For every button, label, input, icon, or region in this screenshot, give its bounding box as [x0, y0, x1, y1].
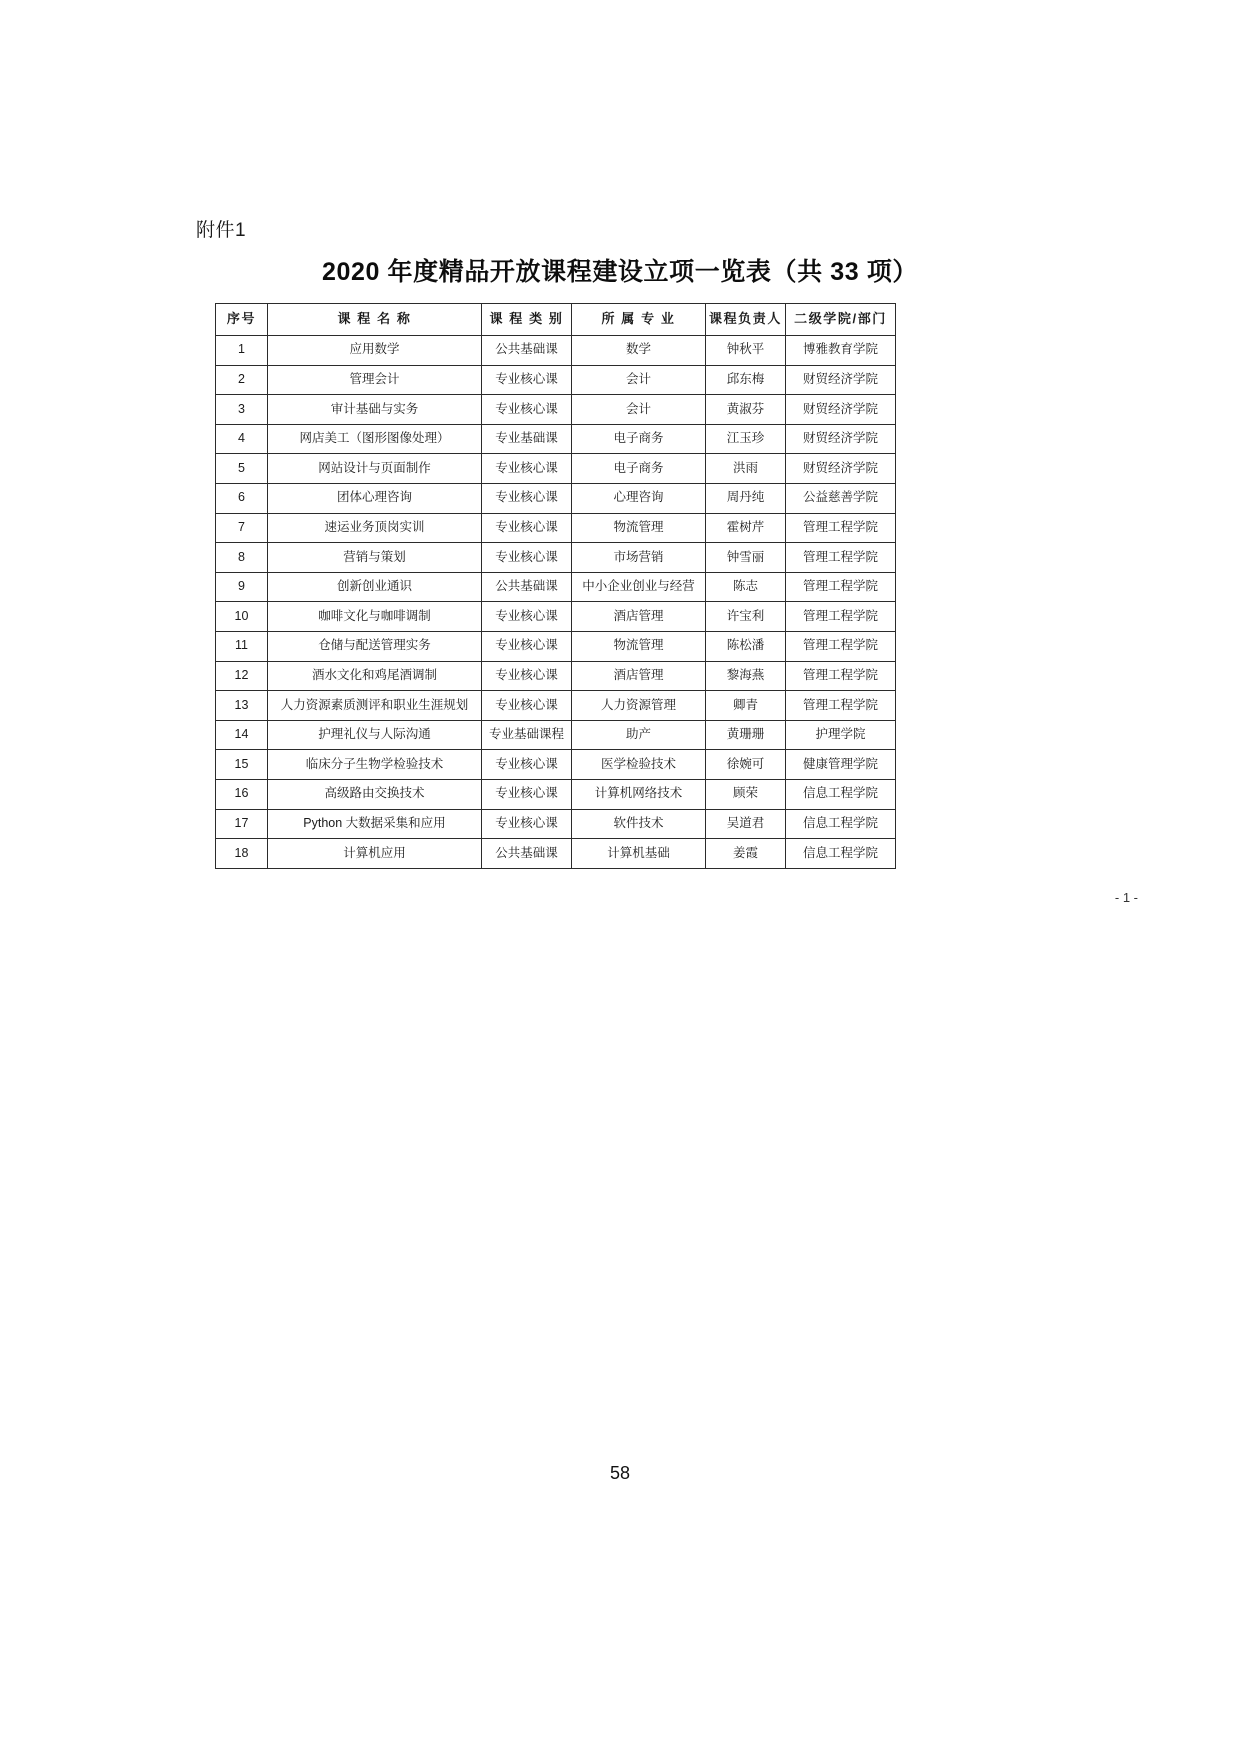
cell-major: 酒店管理 [572, 661, 706, 691]
table-row [216, 336, 896, 366]
cell-course-category: 专业核心课 [482, 454, 572, 484]
cell-college: 公益慈善学院 [786, 483, 896, 513]
cell-course-category: 专业核心课 [482, 395, 572, 425]
cell-major: 助产 [572, 720, 706, 750]
table-row [216, 720, 896, 750]
column-header-course-category: 课 程 类 别 [482, 304, 572, 336]
cell-course-category: 专业核心课 [482, 691, 572, 721]
cell-major: 酒店管理 [572, 602, 706, 632]
cell-index: 3 [216, 395, 268, 425]
table-row [216, 661, 896, 691]
cell-index: 10 [216, 602, 268, 632]
cell-course-name: 审计基础与实务 [268, 395, 482, 425]
cell-major: 电子商务 [572, 424, 706, 454]
cell-major: 医学检验技术 [572, 750, 706, 780]
cell-index: 15 [216, 750, 268, 780]
cell-college: 管理工程学院 [786, 513, 896, 543]
cell-college: 管理工程学院 [786, 572, 896, 602]
cell-index: 14 [216, 720, 268, 750]
cell-index: 12 [216, 661, 268, 691]
cell-college: 信息工程学院 [786, 779, 896, 809]
table-row [216, 395, 896, 425]
cell-index: 6 [216, 483, 268, 513]
cell-college: 财贸经济学院 [786, 365, 896, 395]
cell-college: 管理工程学院 [786, 661, 896, 691]
cell-college: 信息工程学院 [786, 839, 896, 869]
cell-index: 9 [216, 572, 268, 602]
cell-index: 4 [216, 424, 268, 454]
cell-course-name: 临床分子生物学检验技术 [268, 750, 482, 780]
cell-college: 健康管理学院 [786, 750, 896, 780]
cell-course-name: 速运业务顶岗实训 [268, 513, 482, 543]
column-header-major: 所 属 专 业 [572, 304, 706, 336]
cell-course-category: 专业核心课 [482, 631, 572, 661]
footer-page-mark: - 1 - [1114, 890, 1138, 905]
cell-course-category: 专业基础课程 [482, 720, 572, 750]
table-row [216, 454, 896, 484]
cell-owner: 钟秋平 [706, 336, 786, 366]
cell-course-category: 专业核心课 [482, 365, 572, 395]
cell-owner: 钟雪丽 [706, 543, 786, 573]
cell-major: 会计 [572, 395, 706, 425]
cell-course-category: 专业核心课 [482, 779, 572, 809]
table-row [216, 839, 896, 869]
cell-owner: 姜霞 [706, 839, 786, 869]
attachment-label: 附件1 [196, 220, 247, 241]
cell-course-name: 酒水文化和鸡尾酒调制 [268, 661, 482, 691]
cell-major: 计算机网络技术 [572, 779, 706, 809]
table-row [216, 631, 896, 661]
column-header-owner: 课程负责人 [706, 304, 786, 336]
cell-course-name: 创新创业通识 [268, 572, 482, 602]
cell-index: 5 [216, 454, 268, 484]
cell-course-category: 公共基础课 [482, 336, 572, 366]
cell-college: 管理工程学院 [786, 631, 896, 661]
cell-major: 电子商务 [572, 454, 706, 484]
column-header-course-name: 课 程 名 称 [268, 304, 482, 336]
cell-owner: 黄珊珊 [706, 720, 786, 750]
table-row [216, 424, 896, 454]
cell-owner: 陈志 [706, 572, 786, 602]
cell-college: 博雅教育学院 [786, 336, 896, 366]
cell-course-name: 团体心理咨询 [268, 483, 482, 513]
cell-course-category: 公共基础课 [482, 839, 572, 869]
cell-college: 信息工程学院 [786, 809, 896, 839]
cell-index: 17 [216, 809, 268, 839]
cell-college: 财贸经济学院 [786, 424, 896, 454]
cell-course-category: 专业核心课 [482, 543, 572, 573]
cell-index: 18 [216, 839, 268, 869]
cell-major: 中小企业创业与经营 [572, 572, 706, 602]
table-row [216, 543, 896, 573]
cell-course-name: 人力资源素质测评和职业生涯规划 [268, 691, 482, 721]
cell-course-name: 计算机应用 [268, 839, 482, 869]
cell-index: 11 [216, 631, 268, 661]
cell-major: 物流管理 [572, 513, 706, 543]
table-row [216, 483, 896, 513]
cell-index: 8 [216, 543, 268, 573]
table-row [216, 750, 896, 780]
table-row [216, 572, 896, 602]
cell-course-category: 专业核心课 [482, 750, 572, 780]
cell-course-category: 专业核心课 [482, 602, 572, 632]
cell-course-name: 营销与策划 [268, 543, 482, 573]
cell-college: 财贸经济学院 [786, 395, 896, 425]
table-row [216, 513, 896, 543]
cell-major: 软件技术 [572, 809, 706, 839]
cell-course-category: 专业基础课 [482, 424, 572, 454]
cell-course-name: 网站设计与页面制作 [268, 454, 482, 484]
cell-owner: 陈松潘 [706, 631, 786, 661]
cell-course-name: 高级路由交换技术 [268, 779, 482, 809]
table-row [216, 691, 896, 721]
cell-owner: 霍树芹 [706, 513, 786, 543]
cell-course-name: 护理礼仪与人际沟通 [268, 720, 482, 750]
table-row [216, 809, 896, 839]
column-header-college: 二级学院/部门 [786, 304, 896, 336]
cell-owner: 洪雨 [706, 454, 786, 484]
cell-course-name: 咖啡文化与咖啡调制 [268, 602, 482, 632]
cell-owner: 徐婉可 [706, 750, 786, 780]
cell-course-category: 公共基础课 [482, 572, 572, 602]
cell-owner: 黎海燕 [706, 661, 786, 691]
cell-index: 2 [216, 365, 268, 395]
table-row [216, 602, 896, 632]
cell-college: 护理学院 [786, 720, 896, 750]
table-header [216, 304, 896, 336]
cell-major: 会计 [572, 365, 706, 395]
page-title: 2020 年度精品开放课程建设立项一览表（共 33 项） [321, 258, 919, 286]
cell-college: 财贸经济学院 [786, 454, 896, 484]
cell-owner: 吴道君 [706, 809, 786, 839]
cell-major: 市场营销 [572, 543, 706, 573]
cell-course-name: 应用数学 [268, 336, 482, 366]
cell-owner: 邱东梅 [706, 365, 786, 395]
cell-college: 管理工程学院 [786, 543, 896, 573]
cell-owner: 卿青 [706, 691, 786, 721]
column-header-index: 序号 [216, 304, 268, 336]
table-row [216, 365, 896, 395]
cell-index: 7 [216, 513, 268, 543]
cell-owner: 黄淑芬 [706, 395, 786, 425]
course-list-table [215, 303, 896, 869]
cell-major: 计算机基础 [572, 839, 706, 869]
cell-major: 物流管理 [572, 631, 706, 661]
cell-course-category: 专业核心课 [482, 661, 572, 691]
cell-owner: 顾荣 [706, 779, 786, 809]
cell-college: 管理工程学院 [786, 602, 896, 632]
cell-owner: 江玉珍 [706, 424, 786, 454]
table-row [216, 779, 896, 809]
cell-course-name: 管理会计 [268, 365, 482, 395]
cell-course-category: 专业核心课 [482, 809, 572, 839]
cell-major: 心理咨询 [572, 483, 706, 513]
cell-course-name: 仓储与配送管理实务 [268, 631, 482, 661]
cell-owner: 周丹纯 [706, 483, 786, 513]
cell-major: 数学 [572, 336, 706, 366]
cell-index: 16 [216, 779, 268, 809]
cell-major: 人力资源管理 [572, 691, 706, 721]
cell-college: 管理工程学院 [786, 691, 896, 721]
cell-course-category: 专业核心课 [482, 513, 572, 543]
cell-course-name: 网店美工（图形图像处理） [268, 424, 482, 454]
cell-course-category: 专业核心课 [482, 483, 572, 513]
cell-course-name: Python 大数据采集和应用 [268, 809, 482, 839]
cell-index: 1 [216, 336, 268, 366]
table-body [216, 336, 896, 869]
cell-index: 13 [216, 691, 268, 721]
cell-owner: 许宝利 [706, 602, 786, 632]
page-number: 58 [609, 1463, 631, 1483]
table-header-row [216, 304, 896, 336]
